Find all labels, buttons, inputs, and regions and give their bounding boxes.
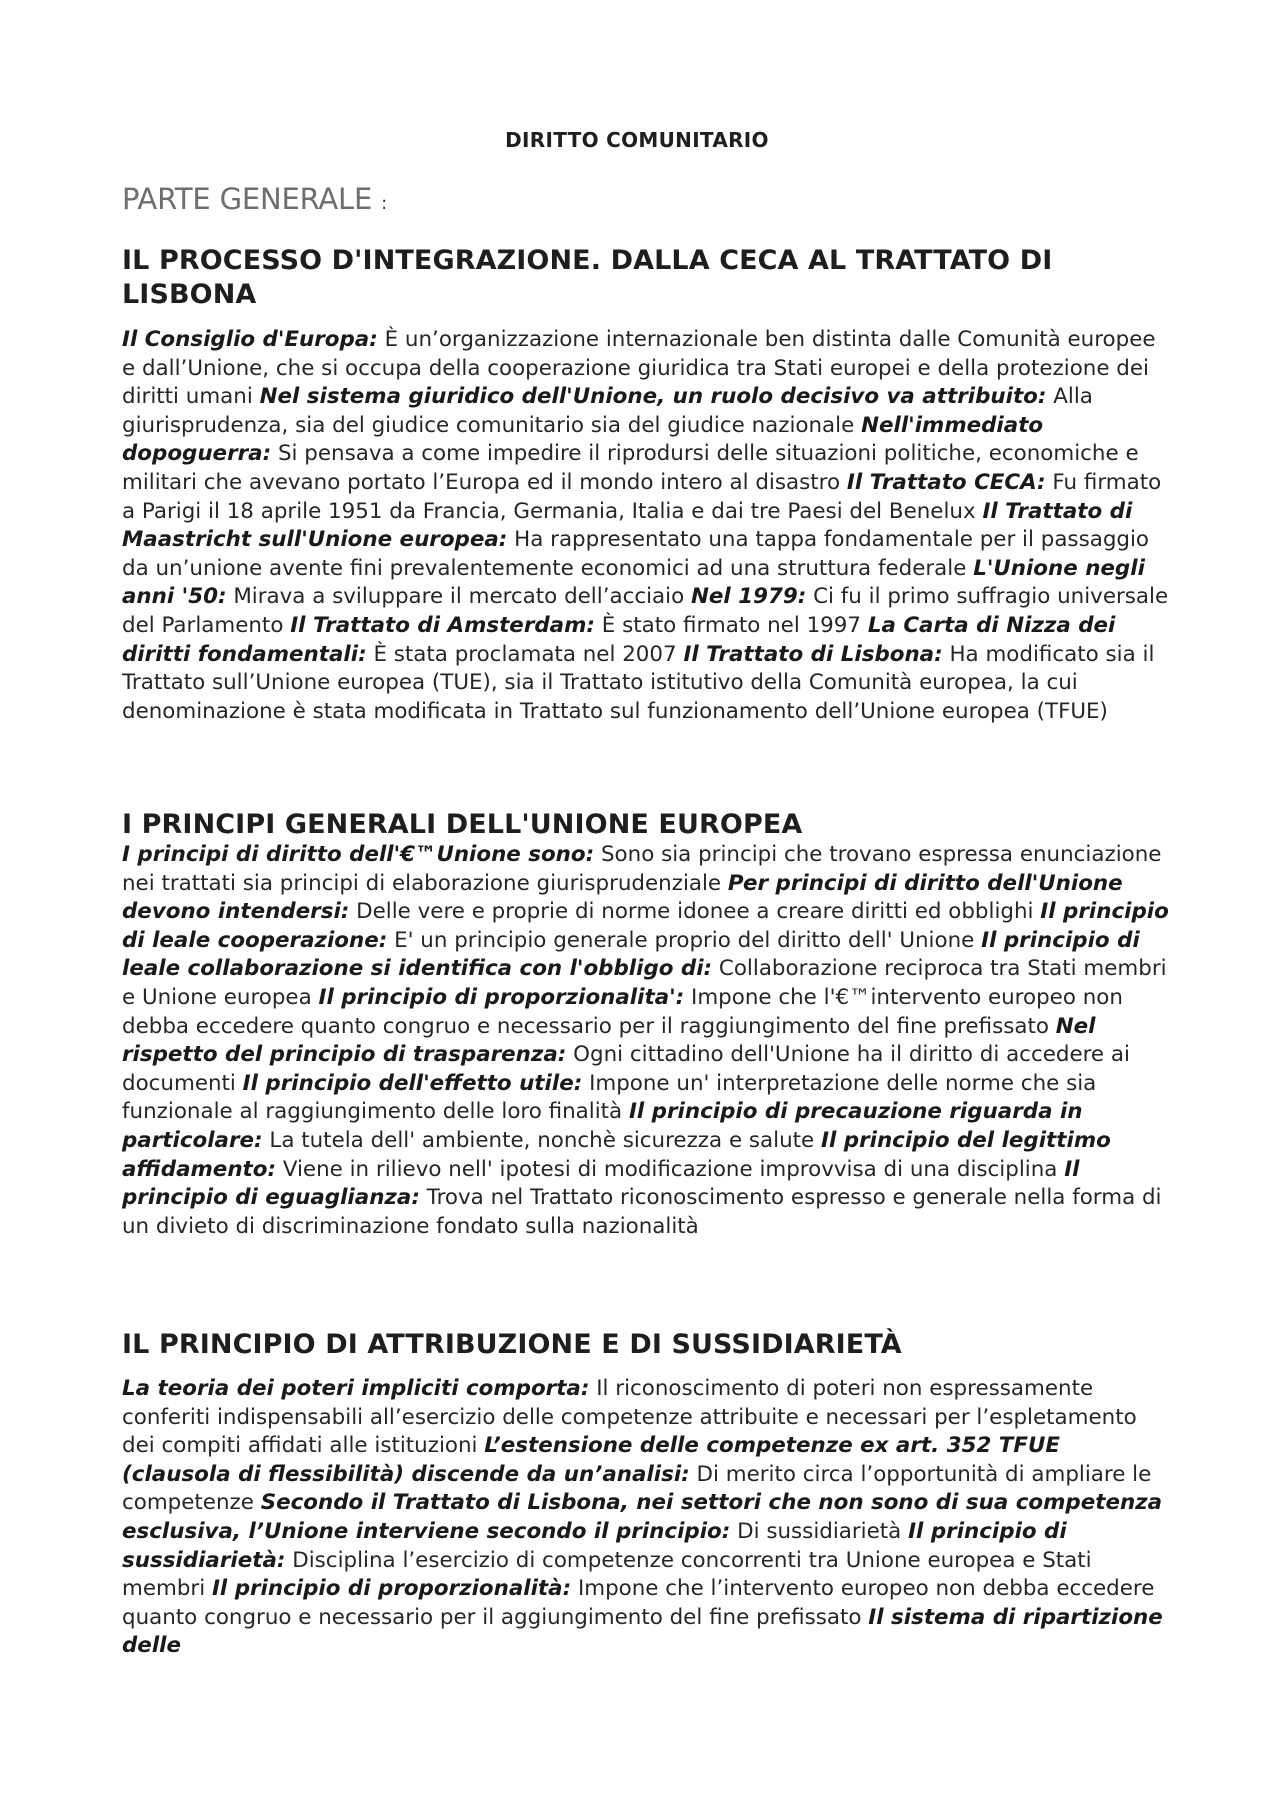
entry-text: È stato firmato nel 1997 [594,612,868,638]
entry-term: L'Unione negli anni '50: [122,555,1145,610]
entry-term: Il Trattato di Amsterdam: [290,612,595,638]
entry-text: Di sussidiarietà [730,1518,909,1544]
entry-text: Delle vere e proprie di norme idonee a creare diritti ed obblighi [349,899,1041,925]
entry-text: Ogni cittadino dell'Unione ha il diritto di accedere ai documenti [122,1042,1130,1096]
section-paragraph-principi-generali [122,841,1172,1241]
entry-term: Nel sistema giuridico dell'Unione, un ruolo decisivo va attribuito: [259,384,1047,410]
section-heading-integrazione: IL PROCESSO D'INTEGRAZIONE. DALLA CECA AL TRATTATO DI LISBONA [122,245,1053,310]
entry-term: I principi di diritto dell'€™Unione sono: [122,842,595,867]
entry-text: Impone che l'€™intervento europeo non debba eccedere quanto congruo e necessario per il raggiungimento del fine prefissato [122,984,1123,1039]
entry-term: Il principio di proporzionalità: [211,1576,572,1602]
entry-term: Il Trattato di Maastricht sull'Unione europea: [122,498,1133,553]
entry-term: Il principio di eguaglianza: [122,1156,1080,1211]
section-paragraph-integrazione [122,326,1172,726]
entry-term: Nel rispetto del principio di trasparenza: [122,1013,1096,1068]
entry-text: È un’organizzazione internazionale ben distinta dalle Comunità europee e dall’Unione, che si occupa della cooperazione giuridica tra Stati europei e della protezione dei diritti umani [122,327,1156,410]
entry-term: L’estensione delle competenze ex art. 352 TFUE (clausola di flessibilità) discende da un’analisi: [122,1433,1060,1487]
entry-term: Il sistema di ripartizione delle [122,1604,1163,1659]
entry-text: Alla giurisprudenza, sia del giudice comunitario sia del giudice nazionale [122,384,1093,438]
entry-term: Secondo il Trattato di Lisbona, nei settori che non sono di sua competenza esclusiva, l’Unione interviene secondo il principio: [122,1490,1163,1544]
entry-text: Trova nel Trattato riconoscimento espresso e generale nella forma di un divieto di discriminazione fondato sulla nazionalità [122,1185,1162,1239]
entry-text: Viene in rilievo nell' ipotesi di modificazione improvvisa di una disciplina [276,1156,1065,1182]
entry-term: La teoria dei poteri impliciti comporta: [122,1376,590,1401]
entry-text: Sono sia principi che trovano espressa enunciazione nei trattati sia principi di elaborazione giurisprudenziale [122,842,1162,896]
entry-term: Il principio di proporzionalita': [318,984,685,1010]
entry-term: Nell'immediato dopoguerra: [122,412,1044,467]
entry-term: Il principio di precauzione riguarda in particolare: [122,1099,1083,1153]
part-label: PARTE GENERALE [122,182,373,216]
section-heading-attribuzione-sussidiarieta: IL PRINCIPIO DI ATTRIBUZIONE E DI SUSSIDIARIETÀ [122,1329,902,1360]
entry-term: Nel 1979: [691,584,807,610]
entry-text: Fu firmato a Parigi il 18 aprile 1951 da Francia, Germania, Italia e dai tre Paesi del Benelux [122,469,1162,524]
entry-term: Il principio dell'effetto utile: [242,1070,583,1096]
entry-text: Ha rappresentato una tappa fondamentale per il passaggio da un’unione avente fini prevalentemente economici ad una struttura federale [122,527,1150,581]
entry-text: Impone che l’intervento europeo non debba eccedere quanto congruo e necessario per il aggiungimento del fine prefissato [122,1576,1155,1630]
entry-term: Il Trattato di Lisbona: [683,641,943,667]
entry-text: La tutela dell' ambiente, nonchè sicurezza e salute [262,1127,822,1153]
entry-text: Il riconoscimento di poteri non espressamente conferiti indispensabili all’esercizio delle competenze attribuite e necessari per l’espletamento dei compiti affidati alle istituzioni [122,1376,1137,1459]
section-heading-principi-generali: I PRINCIPI GENERALI DELL'UNIONE EUROPEA [122,809,803,840]
document-title: DIRITTO COMUNITARIO [505,128,769,152]
entry-text: Impone un' interpretazione delle norme che sia funzionale al raggiungimento delle loro finalità [122,1070,1097,1125]
section-paragraph-attribuzione-sussidiarieta [122,1375,1172,1661]
part-colon: : [381,193,387,214]
entry-term: Il Trattato CECA: [846,469,1046,495]
entry-term: Il principio di leale cooperazione: [122,899,1169,953]
entry-term: Il principio del legittimo affidamento: [122,1127,1111,1182]
entry-text: Mirava a sviluppare il mercato dell’acciaio [226,584,691,610]
entry-text: Collaborazione reciproca tra Stati membri e Unione europea [122,956,1167,1010]
entry-term: Il Consiglio d'Europa: [122,327,378,352]
entry-text: È stata proclamata nel 2007 [366,641,684,667]
entry-term: Per principi di diritto dell'Unione devono intendersi: [122,870,1123,925]
entry-text: E' un principio generale proprio del diritto dell' Unione [387,927,982,953]
entry-term: Il principio di sussidiarietà: [122,1518,1067,1573]
entry-term: Il principio di leale collaborazione si identifica con l'obbligo di: [122,927,1140,982]
entry-text: Disciplina l’esercizio di competenze concorrenti tra Unione europea e Stati membri [122,1547,1092,1602]
entry-text: Ci fu il primo suffragio universale del Parlamento [122,584,1169,638]
entry-term: La Carta di Nizza dei diritti fondamentali: [122,612,1116,667]
entry-text: Si pensava a come impedire il riprodursi delle situazioni politiche, economiche e militari che avevano portato l’Europa ed il mondo intero al disastro [122,441,1139,495]
part-heading [122,182,387,216]
entry-text: Ha modificato sia il Trattato sull’Unione europea (TUE), sia il Trattato istitutivo della Comunità europea, la cui denominazione è stata modificata in Trattato sul funzionamento dell’Unione europea (TFUE) [122,641,1155,724]
entry-text: Di merito circa l’opportunità di ampliare le competenze [122,1461,1152,1516]
